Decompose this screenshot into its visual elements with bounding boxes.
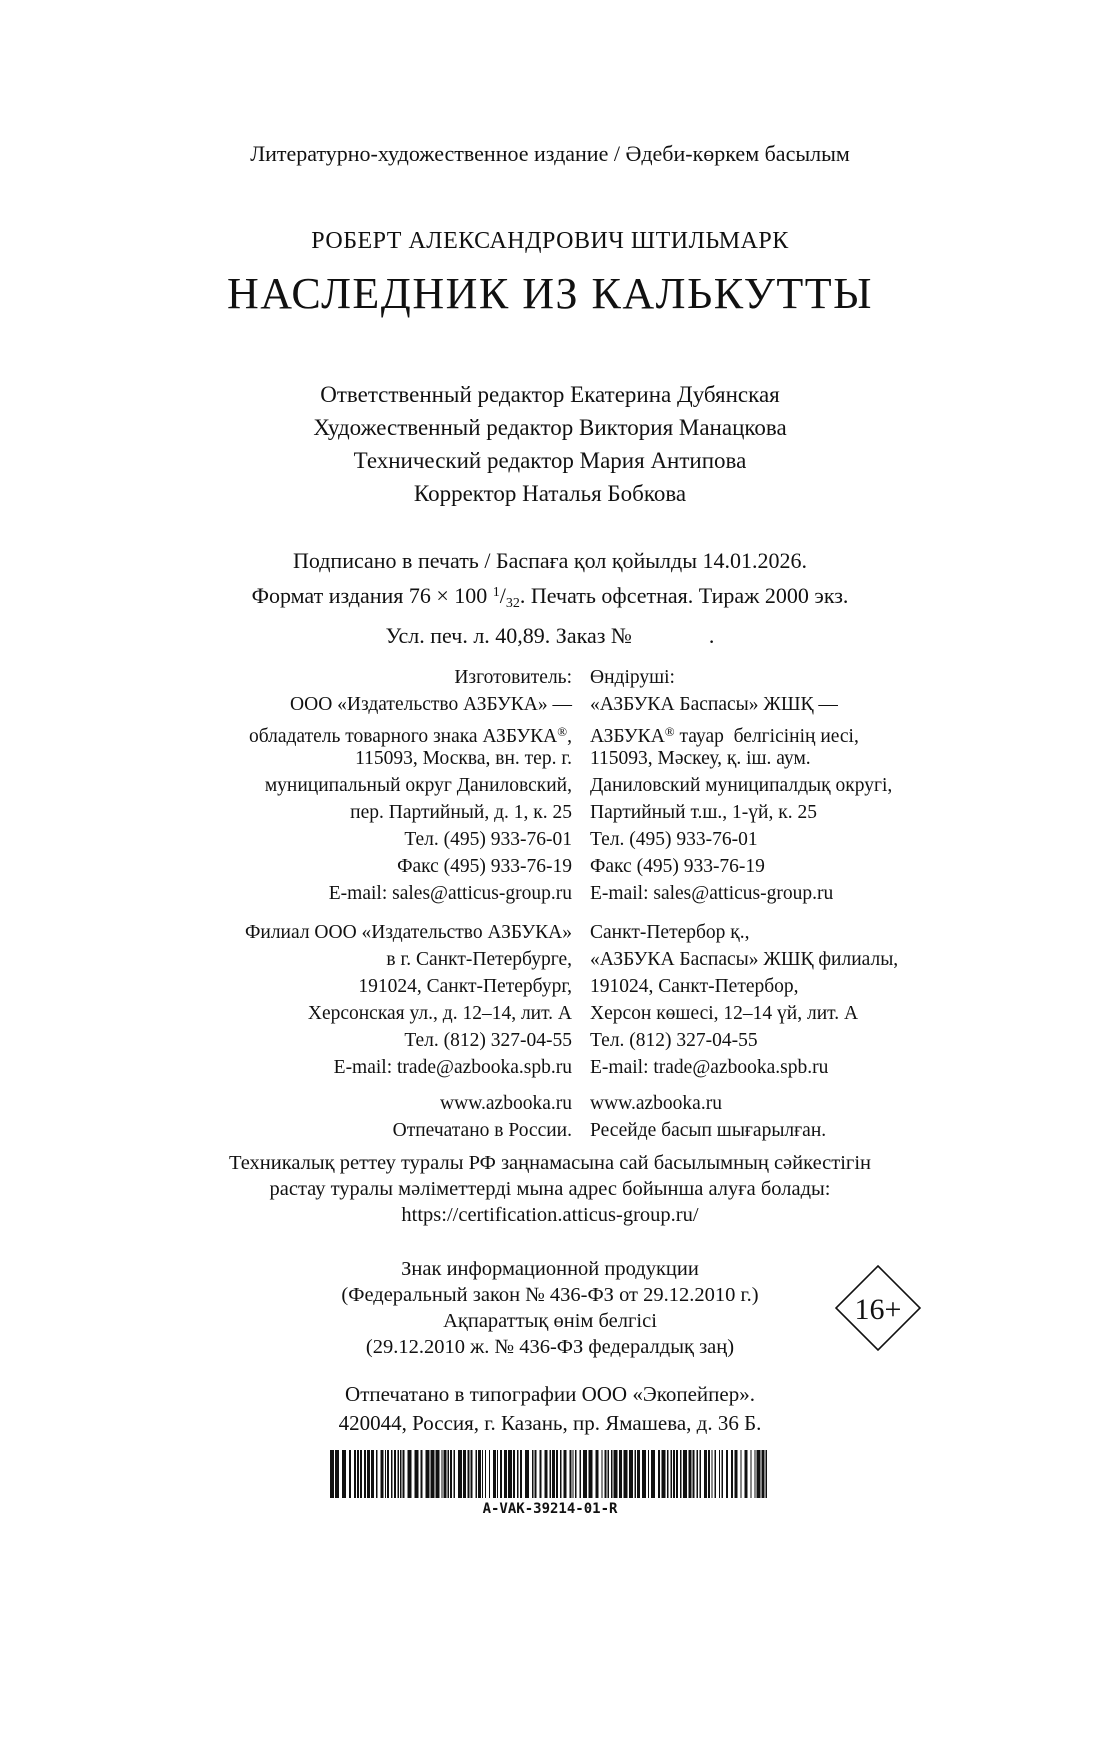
barcode-bar (371, 1450, 374, 1498)
barcode-bar (575, 1450, 577, 1498)
printer-address: 420044, Россия, г. Казань, пр. Ямашева, д. 36 Б. (338, 1411, 762, 1435)
barcode-bar (335, 1450, 339, 1498)
cert-line: Техникалық реттеу туралы РФ заңнамасына сай басылымның сәйкестігін (228, 1152, 872, 1174)
manufacturer-kz (590, 664, 898, 1144)
age-rating-badge (835, 1265, 921, 1351)
barcode-bar (482, 1450, 483, 1498)
barcode-bar (385, 1450, 386, 1498)
cert-line: растау туралы мәліметтерді мына адрес бойынша алуға болады: (269, 1178, 831, 1200)
barcode-bar (450, 1450, 452, 1498)
editor-line: Художественный редактор Виктория Манацкова (313, 415, 787, 440)
barcode-bar (667, 1450, 669, 1498)
website: www.azbooka.ru (440, 1093, 572, 1114)
barcode-bar (693, 1450, 695, 1498)
barcode-bar (673, 1450, 675, 1498)
book-title: НАСЛЕДНИК ИЗ КАЛЬКУТТЫ (226, 269, 874, 318)
barcode-bar (611, 1450, 613, 1498)
barcode-bar (431, 1450, 435, 1498)
barcode-bar (517, 1450, 519, 1498)
barcode-bar (766, 1450, 768, 1498)
branch-line: Санкт-Петербор қ., (590, 922, 750, 943)
barcode-bar (436, 1450, 440, 1498)
barcode-bar (715, 1450, 717, 1498)
barcode-bar (722, 1450, 724, 1498)
barcode-bar (596, 1450, 599, 1498)
age-rating-text: 16+ (854, 1293, 902, 1326)
barcode-bar (608, 1450, 610, 1498)
barcode-bar (602, 1450, 603, 1498)
format-prefix: Формат издания 76 × 100 (251, 583, 493, 608)
branch-line: Херсонская ул., д. 12–14, лит. А (307, 1003, 572, 1024)
barcode-bar (635, 1450, 637, 1498)
barcode-bar (651, 1450, 655, 1498)
barcode-bar (741, 1450, 742, 1498)
barcode-bar (564, 1450, 567, 1498)
barcode-bar (387, 1450, 389, 1498)
barcode-bar (614, 1450, 618, 1498)
barcode-bar (629, 1450, 633, 1498)
barcode-bar (535, 1450, 537, 1498)
barcode-bar (367, 1450, 370, 1498)
barcode-bar (391, 1450, 393, 1498)
barcode-bar (580, 1450, 582, 1498)
author-name: РОБЕРТ АЛЕКСАНДРОВИЧ ШТИЛЬМАРК (311, 228, 789, 254)
barcode-bar (532, 1450, 534, 1498)
info-sign-line: Знак информационной продукции (401, 1258, 699, 1280)
barcode-bar (381, 1450, 384, 1498)
barcode-bar (662, 1450, 666, 1498)
barcode-bar (735, 1450, 738, 1498)
barcode-bar (398, 1450, 400, 1498)
mfr-trademark: АЗБУКА® тауар белгісінің иесі, (590, 724, 859, 747)
branch-line: 191024, Санкт-Петербург, (358, 976, 572, 997)
barcode-bar (708, 1450, 710, 1498)
mfr-phone: Тел. (495) 933-76-01 (404, 829, 572, 850)
barcode-bar (637, 1450, 640, 1498)
barcode-bar (573, 1450, 574, 1498)
mfr-label: Өндіруші: (590, 667, 675, 688)
barcode-bar (583, 1450, 587, 1498)
barcode-bar (508, 1450, 512, 1498)
editor-line: Ответственный редактор Екатерина Дубянская (320, 382, 780, 407)
branch-line: Филиал ООО «Издательство АЗБУКА» (244, 922, 572, 943)
barcode-bar (556, 1450, 558, 1498)
barcode-bar (426, 1450, 430, 1498)
editor-line: Технический редактор Мария Антипова (353, 448, 747, 473)
printed-in: Отпечатано в России. (392, 1120, 572, 1141)
signed-date: Подписано в печать / Баспаға қол қойылды 14.01.2026. (292, 548, 808, 573)
printer-line: Отпечатано в типографии ООО «Экопейпер». (345, 1382, 755, 1406)
barcode-bar (745, 1450, 748, 1498)
barcode-text: A-VAK-39214-01-R (482, 1501, 618, 1517)
barcode-bar (624, 1450, 628, 1498)
cert-url: https://certification.atticus-group.ru/ (401, 1204, 699, 1226)
barcode-bar (712, 1450, 713, 1498)
barcode-bar (394, 1450, 396, 1498)
barcode-bar (349, 1450, 351, 1498)
branch-line: E-mail: trade@azbooka.spb.ru (333, 1057, 572, 1078)
mfr-address: 115093, Мәскеу, қ. іш. аум. (590, 748, 811, 769)
barcode-bar (762, 1450, 765, 1498)
info-sign-line: (29.12.2010 ж. № 436-ФЗ федералдық заң) (365, 1336, 735, 1358)
barcode-bar (468, 1450, 470, 1498)
manufacturer-ru (245, 664, 572, 1144)
barcode-bar (704, 1450, 707, 1498)
printed-in: Ресейде басып шығарылған. (590, 1120, 827, 1141)
barcode-bar (504, 1450, 507, 1498)
barcode-bar (330, 1450, 334, 1498)
barcode-bar (454, 1450, 456, 1498)
barcode-bar (357, 1450, 359, 1498)
info-sign-line: Ақпараттық өнім белгісі (443, 1310, 657, 1332)
mfr-name: «АЗБУКА Баспасы» ЖШҚ — (590, 694, 838, 715)
mfr-address: Партийный т.ш., 1-үй, к. 25 (590, 802, 817, 823)
barcode-bar (448, 1450, 450, 1498)
barcode-bar (550, 1450, 552, 1498)
order-line: Усл. печ. л. 40,89. Заказ № . (385, 623, 715, 648)
barcode-bar (589, 1450, 593, 1498)
barcode-bar (360, 1450, 362, 1498)
format-suffix: . Печать офсетная. Тираж 2000 экз. (519, 583, 849, 608)
branch-line: Херсон көшесі, 12–14 үй, лит. А (590, 1003, 859, 1024)
barcode-bar (458, 1450, 462, 1498)
barcode-bar (342, 1450, 346, 1498)
barcode-bar (476, 1450, 478, 1498)
mfr-name: ООО «Издательство АЗБУКА» — (290, 694, 572, 715)
barcode-bar (676, 1450, 678, 1498)
barcode-bar (545, 1450, 548, 1498)
barcode-bar (552, 1450, 555, 1498)
barcode-bar (683, 1450, 687, 1498)
mfr-address: пер. Партийный, д. 1, к. 25 (350, 802, 572, 823)
print-info-block (0, 545, 1100, 652)
barcode-bar (560, 1450, 562, 1498)
barcode-bar (497, 1450, 498, 1498)
barcode-bar (471, 1450, 473, 1498)
genre-line: Литературно-художественное издание / Әдеби-көркем басылым (250, 141, 850, 166)
info-sign-block (0, 1256, 1100, 1360)
barcode-bar (689, 1450, 692, 1498)
barcode-bar (671, 1450, 673, 1498)
mfr-address: муниципальный округ Даниловский, (264, 775, 572, 796)
editors-block (0, 378, 1100, 510)
format-line: Формат издания 76 × 100 $^1$/32. Печать офсетная. Тираж 2000 экз. (251, 583, 849, 611)
mfr-trademark: обладатель товарного знака АЗБУКА®, (248, 724, 572, 747)
barcode-bar (364, 1450, 366, 1498)
barcode (330, 1450, 770, 1498)
barcode-bar (408, 1450, 412, 1498)
barcode-bar (493, 1450, 496, 1498)
branch-line: E-mail: trade@azbooka.spb.ru (590, 1057, 829, 1078)
barcode-bar (751, 1450, 752, 1498)
branch-line: «АЗБУКА Баспасы» ЖШҚ филиалы, (590, 949, 899, 970)
barcode-bar (421, 1450, 423, 1498)
barcode-bar (658, 1450, 660, 1498)
barcode-bar (755, 1450, 756, 1498)
barcode-bar (731, 1450, 733, 1498)
mfr-phone: Тел. (495) 933-76-01 (590, 829, 758, 850)
barcode-bar (442, 1450, 443, 1498)
mfr-fax: Факс (495) 933-76-19 (397, 856, 572, 877)
info-sign-line: (Федеральный закон № 436-ФЗ от 29.12.2010 г.) (341, 1284, 759, 1306)
branch-line: в г. Санкт-Петербурге, (386, 949, 572, 970)
website: www.azbooka.ru (590, 1093, 722, 1114)
barcode-bar (489, 1450, 490, 1498)
branch-line: Тел. (812) 327-04-55 (404, 1030, 572, 1051)
barcode-bar (648, 1450, 649, 1498)
barcode-bar (605, 1450, 607, 1498)
barcode-bar (700, 1450, 702, 1498)
barcode-bar (478, 1450, 481, 1498)
barcode-bar (354, 1450, 356, 1498)
barcode-bar (415, 1450, 419, 1498)
branch-line: 191024, Санкт-Петербор, (590, 976, 799, 997)
barcode-bar (513, 1450, 515, 1498)
barcode-bar (520, 1450, 522, 1498)
barcode-bar (642, 1450, 646, 1498)
barcode-bar (540, 1450, 542, 1498)
mfr-label: Изготовитель: (454, 667, 572, 688)
barcode-bar (376, 1450, 378, 1498)
mfr-address: Даниловский муниципалдық округі, (590, 775, 893, 796)
branch-line: Тел. (812) 327-04-55 (590, 1030, 758, 1051)
barcode-bar (697, 1450, 699, 1498)
barcode-bar (444, 1450, 447, 1498)
editor-line: Корректор Наталья Бобкова (413, 481, 687, 506)
format-denominator: 32 (505, 596, 520, 611)
barcode-bar (726, 1450, 728, 1498)
barcode-bar (525, 1450, 529, 1498)
barcode-bar (485, 1450, 486, 1498)
barcode-bar (500, 1450, 502, 1498)
barcode-bar (400, 1450, 402, 1498)
mfr-fax: Факс (495) 933-76-19 (590, 856, 765, 877)
mfr-email: E-mail: sales@atticus-group.ru (328, 883, 572, 904)
barcode-bar (403, 1450, 405, 1498)
mfr-address: 115093, Москва, вн. тер. г. (355, 748, 572, 769)
barcode-bar (619, 1450, 622, 1498)
barcode-bar (757, 1450, 761, 1498)
mfr-email: E-mail: sales@atticus-group.ru (590, 883, 834, 904)
barcode-bar (570, 1450, 572, 1498)
certification-block (0, 1150, 1100, 1228)
barcode-bar (719, 1450, 720, 1498)
barcode-bar (463, 1450, 466, 1498)
printer-block (0, 1380, 1100, 1438)
format-numerator: 1 (492, 585, 500, 600)
barcode-bar (680, 1450, 682, 1498)
